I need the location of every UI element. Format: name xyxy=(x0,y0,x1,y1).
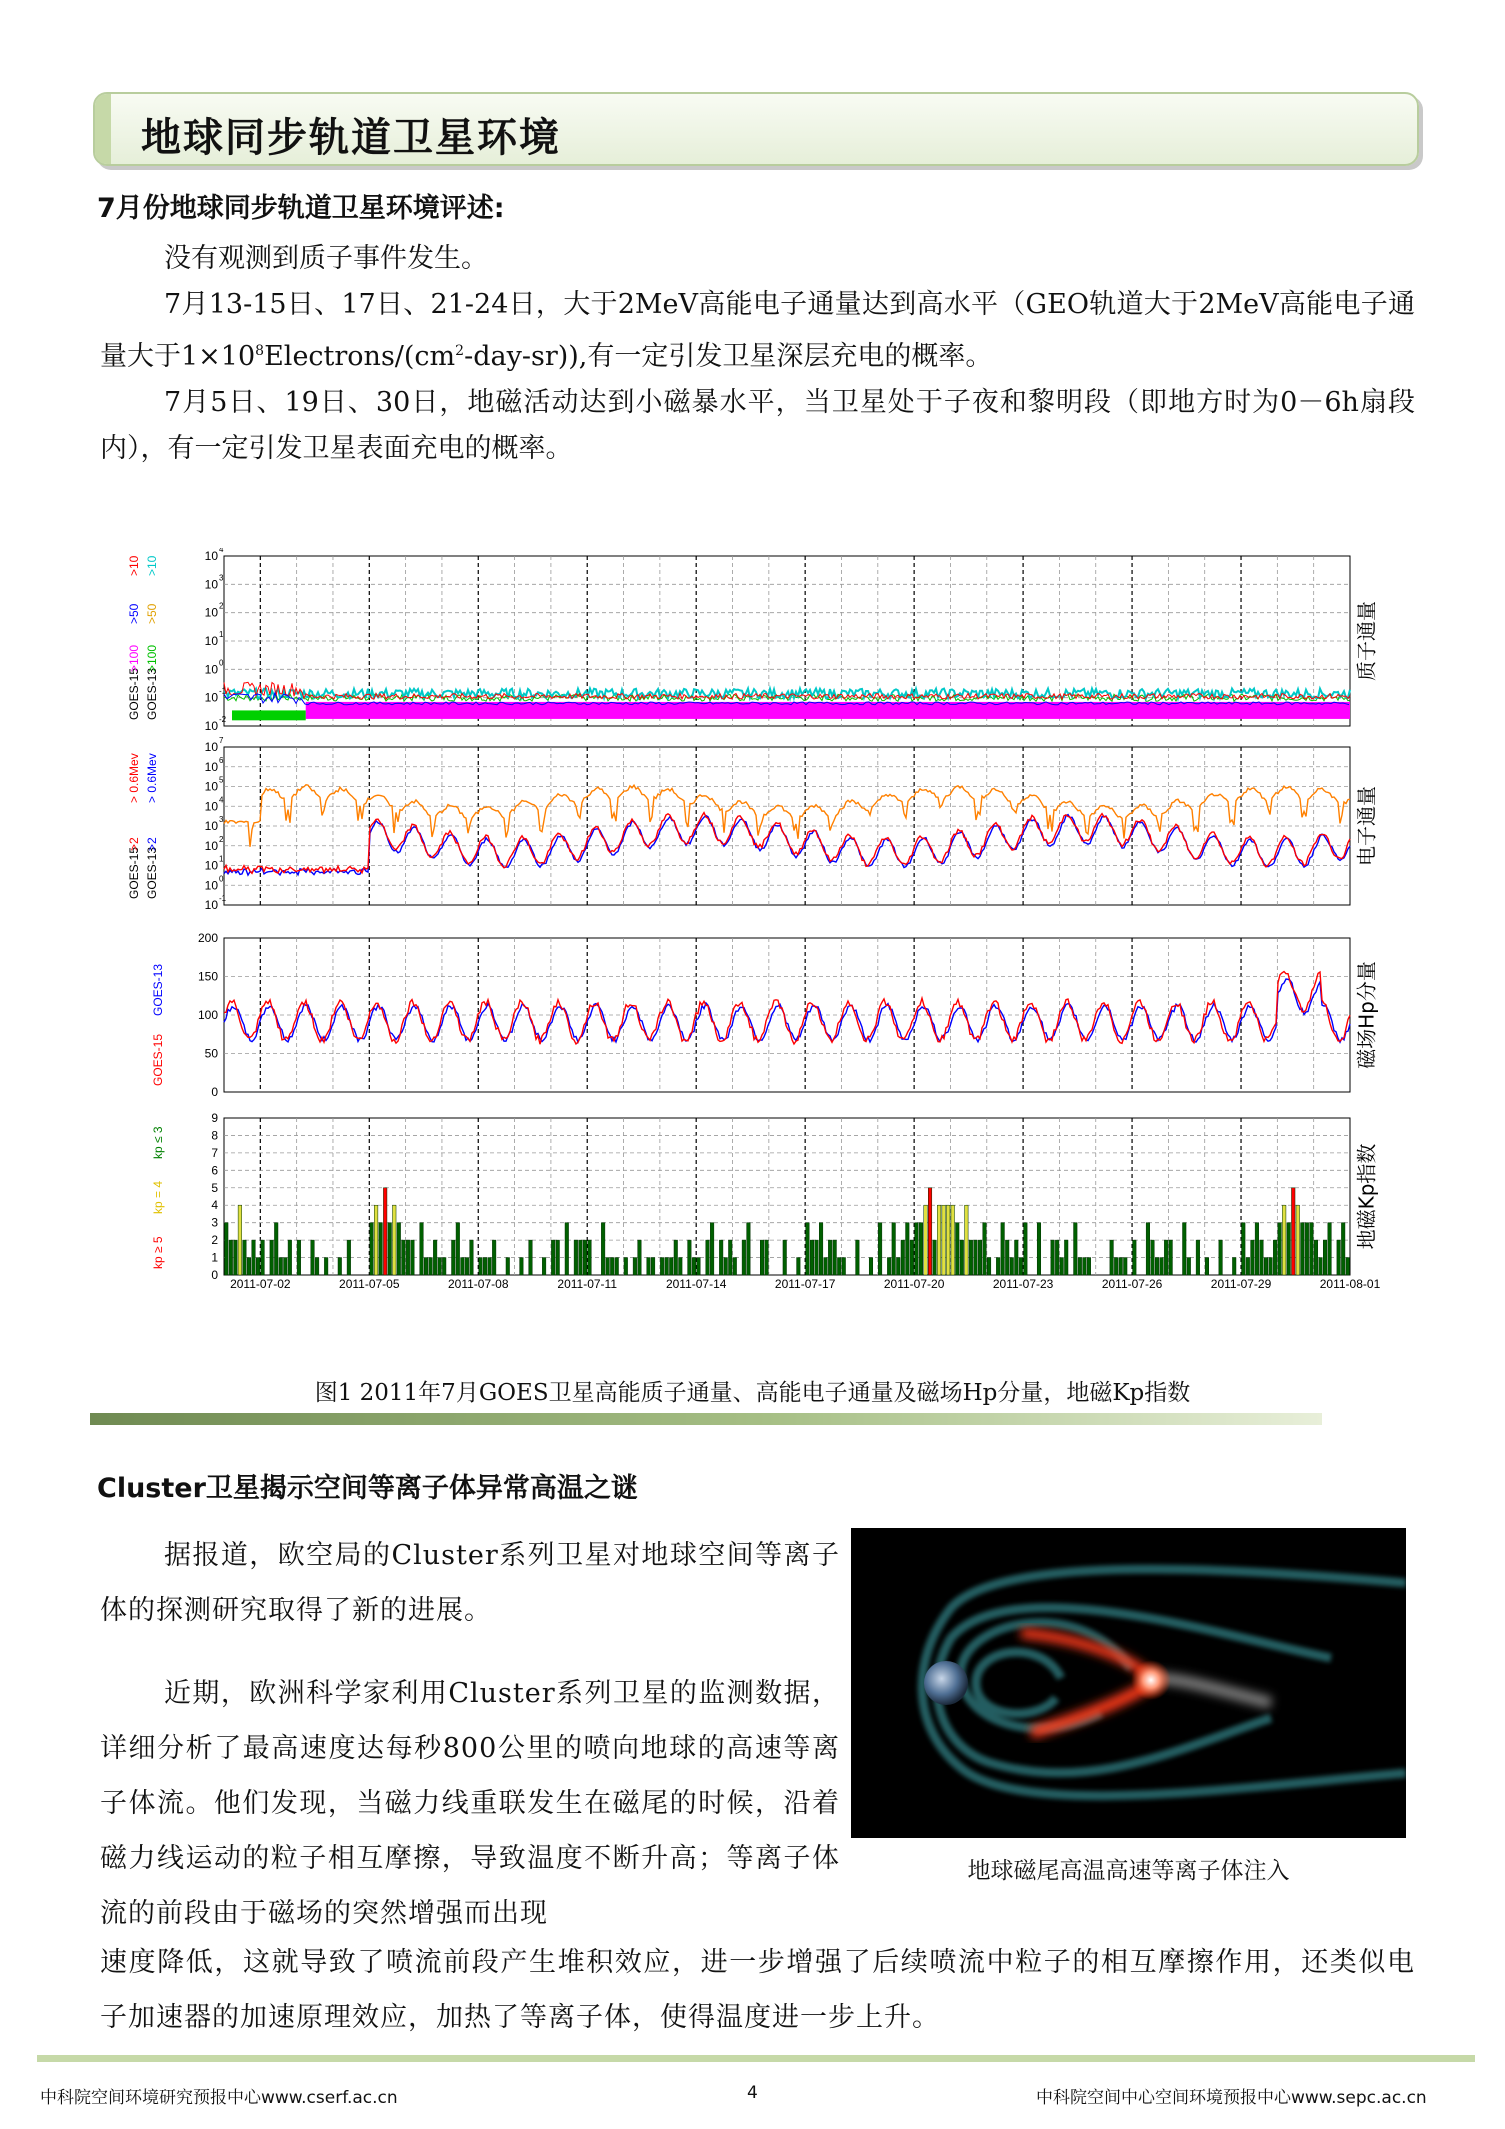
y-tick-label-electron: 10 xyxy=(204,898,218,912)
kp-bar xyxy=(1005,1240,1009,1275)
kp-bar xyxy=(1155,1258,1159,1275)
kp-bar xyxy=(1251,1240,1255,1275)
kp-bar xyxy=(234,1240,238,1275)
kp-bar xyxy=(574,1240,578,1275)
x-tick-label: 2011-07-17 xyxy=(774,1277,836,1291)
kp-bar xyxy=(1205,1258,1209,1275)
kp-bar xyxy=(1037,1223,1041,1275)
kp-bar xyxy=(1083,1258,1087,1275)
kp-bar xyxy=(483,1258,487,1275)
y-tick-label-hp: 150 xyxy=(197,969,218,984)
kp-bar xyxy=(1301,1223,1305,1275)
left-label-proton: GOES-13 xyxy=(145,667,159,720)
kp-bar xyxy=(1119,1258,1123,1275)
y-tick-exp-electron: 1 xyxy=(219,854,224,864)
kp-bar xyxy=(869,1258,873,1275)
kp-bar xyxy=(461,1258,465,1275)
kp-bar xyxy=(429,1258,433,1275)
y-tick-label-proton: 10 xyxy=(204,605,218,620)
y-tick-exp-electron: 2 xyxy=(219,834,224,844)
kp-bar xyxy=(842,1258,846,1275)
left-label-proton: >100 xyxy=(145,644,159,672)
kp-bar xyxy=(924,1205,928,1275)
panel-label-kp: 地磁Kp指数 xyxy=(1354,1143,1379,1250)
proton-gt100-band xyxy=(306,702,1350,719)
kp-bar xyxy=(379,1223,383,1275)
x-tick-label: 2011-07-02 xyxy=(230,1277,291,1291)
kp-bar xyxy=(406,1240,410,1275)
kp-bar xyxy=(256,1258,260,1275)
kp-bar xyxy=(1114,1258,1118,1275)
y-tick-label-electron: 10 xyxy=(204,779,218,794)
x-tick-label: 2011-07-26 xyxy=(1101,1277,1163,1291)
kp-bar xyxy=(996,1258,1000,1275)
kp-bar xyxy=(556,1240,560,1275)
kp-bar xyxy=(1055,1240,1059,1275)
kp-bar xyxy=(810,1240,814,1275)
y-tick-exp-proton: 4 xyxy=(219,548,224,554)
x-tick-label: 2011-07-11 xyxy=(557,1277,618,1291)
kp-bar xyxy=(742,1240,746,1275)
left-label-electron: > 0.6Mev xyxy=(128,753,141,803)
kp-bar xyxy=(452,1240,456,1275)
review-p2-c: -day-sr)),有一定引发卫星深层充电的概率。 xyxy=(464,341,993,372)
y-tick-label-hp: 100 xyxy=(197,1008,218,1022)
kp-bar xyxy=(815,1240,819,1275)
kp-bar xyxy=(965,1205,969,1275)
kp-bar xyxy=(901,1240,905,1275)
left-label-hp: GOES-13 xyxy=(151,963,165,1016)
banner-accent xyxy=(95,94,111,164)
kp-bar xyxy=(615,1258,619,1275)
news-heading: Cluster卫星揭示空间等离子体异常高温之谜 xyxy=(97,1473,638,1504)
kp-bar xyxy=(633,1258,637,1275)
kp-bar xyxy=(529,1240,533,1275)
kp-bar xyxy=(520,1258,524,1275)
y-tick-label-kp: 5 xyxy=(211,1180,218,1195)
kp-bar xyxy=(1291,1188,1295,1275)
kp-bar xyxy=(433,1240,437,1275)
kp-bar xyxy=(1319,1258,1323,1275)
proton-gt100-goes13-band xyxy=(232,710,306,720)
left-label-electron: GOES-15 xyxy=(128,846,141,899)
kp-bar xyxy=(551,1240,555,1275)
kp-bar xyxy=(238,1205,242,1275)
x-tick-label: 2011-07-20 xyxy=(883,1277,945,1291)
kp-bar xyxy=(1078,1258,1082,1275)
kp-bar xyxy=(397,1223,401,1275)
kp-bar xyxy=(910,1240,914,1275)
y-tick-label-kp: 6 xyxy=(211,1163,218,1178)
kp-bar xyxy=(1187,1258,1191,1275)
kp-bar xyxy=(828,1240,832,1275)
y-tick-label-electron: 10 xyxy=(204,759,218,774)
y-tick-exp-electron: 7 xyxy=(219,736,224,745)
kp-bar xyxy=(420,1223,424,1275)
kp-bar xyxy=(588,1240,592,1275)
left-label-electron: >2 xyxy=(128,837,141,851)
kp-bar xyxy=(565,1223,569,1275)
left-label-kp: kp = 4 xyxy=(151,1180,165,1214)
kp-bar xyxy=(1010,1258,1014,1275)
figure-caption: 图1 2011年7月GOES卫星高能质子通量、高能电子通量及磁场Hp分量，地磁Kp指数 xyxy=(314,1380,1191,1406)
kp-bar xyxy=(374,1205,378,1275)
y-tick-label-proton: 10 xyxy=(204,719,218,733)
kp-bar xyxy=(388,1223,392,1275)
review-paragraph-2 xyxy=(100,282,1415,380)
kp-bar xyxy=(324,1258,328,1275)
y-tick-label-kp: 3 xyxy=(211,1215,218,1230)
kp-bar xyxy=(706,1240,710,1275)
kp-bar xyxy=(270,1240,274,1275)
kp-bar xyxy=(1110,1240,1114,1275)
y-tick-label-electron: 10 xyxy=(204,878,218,893)
kp-bar xyxy=(225,1223,229,1275)
kp-bar xyxy=(1341,1223,1345,1275)
kp-bar xyxy=(479,1258,483,1275)
footer-right-site[interactable]: 中科院空间中心空间环境预报中心www.sepc.ac.cn xyxy=(1036,2088,1427,2108)
kp-bar xyxy=(279,1258,283,1275)
section-banner xyxy=(93,92,1419,166)
y-tick-label-hp: 200 xyxy=(197,931,218,945)
kp-bar xyxy=(424,1258,428,1275)
news-paragraph-1: 据报道，欧空局的Cluster系列卫星对地球空间等离子体的探测研究取得了新的进展。 xyxy=(100,1540,840,1626)
kp-bar xyxy=(579,1240,583,1275)
kp-bar xyxy=(837,1258,841,1275)
y-tick-label-electron: 10 xyxy=(204,819,218,833)
y-tick-exp-electron: 5 xyxy=(219,775,224,785)
kp-bar xyxy=(1169,1240,1173,1275)
kp-bar xyxy=(878,1223,882,1275)
goes-figure-svg xyxy=(128,548,1380,1323)
kp-bar xyxy=(606,1258,610,1275)
kp-bar xyxy=(674,1240,678,1275)
kp-bar xyxy=(442,1258,446,1275)
left-label-proton: >50 xyxy=(128,603,141,624)
x-tick-label: 2011-08-01 xyxy=(1319,1277,1380,1291)
left-label-electron: >2 xyxy=(145,837,159,851)
kp-bar xyxy=(1310,1223,1314,1275)
kp-bar xyxy=(1074,1223,1078,1275)
review-p2-sup1: 8 xyxy=(255,343,265,359)
kp-bar xyxy=(906,1223,910,1275)
kp-bar xyxy=(710,1223,714,1275)
y-tick-label-hp: 50 xyxy=(204,1046,218,1061)
kp-bar xyxy=(692,1258,696,1275)
y-tick-label-electron: 10 xyxy=(204,838,218,853)
kp-bar xyxy=(1051,1240,1055,1275)
y-tick-exp-proton: 3 xyxy=(219,573,224,583)
kp-bar xyxy=(819,1223,823,1275)
kp-bar xyxy=(392,1205,396,1275)
kp-bar xyxy=(942,1205,946,1275)
kp-bar xyxy=(733,1258,737,1275)
kp-bar xyxy=(797,1258,801,1275)
kp-bar xyxy=(1246,1258,1250,1275)
kp-bar xyxy=(370,1223,374,1275)
kp-bar xyxy=(937,1205,941,1275)
kp-bar xyxy=(1219,1240,1223,1275)
y-tick-exp-electron: -1 xyxy=(219,894,227,903)
kp-bar xyxy=(719,1240,723,1275)
kp-bar xyxy=(1160,1258,1164,1275)
y-tick-label-kp: 2 xyxy=(211,1233,218,1248)
kp-bar xyxy=(465,1258,469,1275)
kp-bar xyxy=(288,1240,292,1275)
section-title: 地球同步轨道卫星环境 xyxy=(141,114,561,161)
kp-bar xyxy=(1305,1223,1309,1275)
y-tick-label-electron: 10 xyxy=(204,858,218,873)
kp-bar xyxy=(492,1240,496,1275)
y-tick-label-kp: 0 xyxy=(211,1268,218,1282)
review-p2-a: 7月13-15日、17日、21-24日，大于2MeV高能电子通量达到高水平（GEO轨道大于2MeV高能电子通量大于1×10 xyxy=(100,289,1415,372)
kp-bar xyxy=(647,1258,651,1275)
left-label-proton: GOES-15 xyxy=(128,667,141,720)
y-tick-exp-electron: 4 xyxy=(219,795,224,805)
y-tick-exp-electron: 6 xyxy=(219,755,224,765)
kp-bar xyxy=(951,1205,955,1275)
kp-bar xyxy=(960,1240,964,1275)
kp-bar xyxy=(1260,1240,1264,1275)
kp-bar xyxy=(887,1258,891,1275)
kp-bar xyxy=(1087,1258,1091,1275)
y-tick-label-kp: 4 xyxy=(211,1198,218,1213)
kp-bar xyxy=(542,1258,546,1275)
page-number: 4 xyxy=(747,2083,758,2103)
kp-bar xyxy=(688,1240,692,1275)
y-tick-label-proton: 10 xyxy=(204,577,218,592)
kp-bar xyxy=(488,1258,492,1275)
kp-bar xyxy=(1151,1240,1155,1275)
left-label-hp: GOES-15 xyxy=(151,1033,165,1086)
kp-bar xyxy=(284,1258,288,1275)
kp-bar xyxy=(1232,1258,1236,1275)
kp-bar xyxy=(978,1240,982,1275)
magnetotail-image xyxy=(851,1528,1406,1838)
kp-bar xyxy=(765,1240,769,1275)
kp-bar xyxy=(724,1258,728,1275)
y-tick-exp-proton: -2 xyxy=(219,715,227,724)
kp-bar xyxy=(583,1240,587,1275)
kp-bar xyxy=(1282,1205,1286,1275)
kp-bar xyxy=(1323,1240,1327,1275)
y-tick-label-kp: 9 xyxy=(211,1111,218,1125)
kp-bar xyxy=(1273,1240,1277,1275)
kp-bar xyxy=(1024,1223,1028,1275)
kp-bar xyxy=(760,1240,764,1275)
kp-bar xyxy=(274,1223,278,1275)
left-label-kp: kp ≤ 3 xyxy=(151,1126,165,1159)
kp-bar xyxy=(928,1188,932,1275)
kp-bar xyxy=(1242,1223,1246,1275)
kp-bar xyxy=(946,1205,950,1275)
kp-bar xyxy=(252,1240,256,1275)
y-tick-label-proton: 10 xyxy=(204,549,218,563)
kp-bar xyxy=(297,1240,301,1275)
kp-bar xyxy=(660,1258,664,1275)
kp-bar xyxy=(665,1258,669,1275)
kp-bar xyxy=(470,1240,474,1275)
kp-bar xyxy=(1328,1223,1332,1275)
x-tick-label: 2011-07-08 xyxy=(448,1277,509,1291)
kp-bar xyxy=(1164,1240,1168,1275)
panel-label-hp: 磁场Hp分量 xyxy=(1354,961,1379,1069)
left-label-proton: >100 xyxy=(128,644,141,672)
kp-bar xyxy=(1019,1258,1023,1275)
kp-bar xyxy=(969,1240,973,1275)
y-tick-label-proton: 10 xyxy=(204,634,218,648)
review-paragraph-3: 7月5日、19日、30日，地磁活动达到小磁暴水平，当卫星处于子夜和黎明段（即地方时为0－6h扇段内），有一定引发卫星表面充电的概率。 xyxy=(100,387,1415,464)
y-tick-exp-electron: 3 xyxy=(219,815,224,824)
kp-bar xyxy=(955,1223,959,1275)
kp-bar xyxy=(1296,1205,1300,1275)
kp-bar xyxy=(1287,1223,1291,1275)
kp-bar xyxy=(1278,1223,1282,1275)
image-caption: 地球磁尾高温高速等离子体注入 xyxy=(967,1858,1290,1884)
kp-bar xyxy=(987,1258,991,1275)
footer-left-site[interactable]: 中科院空间环境研究预报中心www.cserf.ac.cn xyxy=(40,2088,398,2108)
kp-bar xyxy=(824,1258,828,1275)
news-body xyxy=(100,1528,840,1941)
footer-divider xyxy=(37,2055,1475,2062)
y-tick-label-kp: 7 xyxy=(211,1145,218,1160)
y-tick-exp-proton: 2 xyxy=(219,601,224,611)
x-tick-label: 2011-07-14 xyxy=(665,1277,727,1291)
kp-bar xyxy=(892,1223,896,1275)
kp-bar xyxy=(229,1240,233,1275)
goes-figure xyxy=(128,548,1380,1323)
kp-bar xyxy=(1015,1240,1019,1275)
y-tick-exp-proton: 0 xyxy=(219,658,224,668)
kp-bar xyxy=(669,1258,673,1275)
kp-bar xyxy=(261,1240,265,1275)
kp-bar xyxy=(919,1223,923,1275)
kp-bar xyxy=(833,1240,837,1275)
y-tick-exp-proton: 1 xyxy=(219,630,224,639)
kp-bar xyxy=(728,1240,732,1275)
kp-bar xyxy=(697,1258,701,1275)
left-label-electron: > 0.6Mev xyxy=(145,753,159,803)
left-label-proton: >50 xyxy=(145,603,159,624)
kp-bar xyxy=(806,1223,810,1275)
kp-bar xyxy=(933,1240,937,1275)
left-label-electron: GOES-13 xyxy=(145,846,159,899)
kp-bar xyxy=(1346,1258,1350,1275)
kp-bar xyxy=(651,1258,655,1275)
kp-bar xyxy=(411,1240,415,1275)
kp-bar xyxy=(896,1258,900,1275)
kp-bar xyxy=(1060,1258,1064,1275)
kp-bar xyxy=(1123,1258,1127,1275)
kp-bar xyxy=(783,1240,787,1275)
y-tick-label-proton: 10 xyxy=(204,690,218,705)
kp-bar xyxy=(601,1223,605,1275)
kp-bar xyxy=(1146,1223,1150,1275)
kp-bar xyxy=(1269,1258,1273,1275)
kp-bar xyxy=(679,1258,683,1275)
kp-bar xyxy=(247,1258,251,1275)
left-label-proton: >10 xyxy=(128,555,141,576)
x-tick-label: 2011-07-23 xyxy=(992,1277,1054,1291)
kp-bar xyxy=(383,1188,387,1275)
kp-bar xyxy=(1001,1223,1005,1275)
kp-bar xyxy=(311,1240,315,1275)
kp-bar xyxy=(1133,1240,1137,1275)
kp-bar xyxy=(338,1258,342,1275)
kp-bar xyxy=(974,1240,978,1275)
review-p2-sup2: 2 xyxy=(455,343,465,359)
kp-bar xyxy=(243,1240,247,1275)
magnetotail-illustration xyxy=(851,1528,1406,1838)
section-divider xyxy=(90,1413,1322,1425)
y-tick-label-electron: 10 xyxy=(204,799,218,814)
kp-bar xyxy=(610,1258,614,1275)
panel-label-proton: 质子通量 xyxy=(1354,601,1379,681)
kp-bar xyxy=(915,1223,919,1275)
kp-bar xyxy=(315,1258,319,1275)
news-paragraph-2-continued: 速度降低，这就导致了喷流前段产生堆积效应，进一步增强了后续喷流中粒子的相互摩擦作用，还类似电子加速器的加速原理效应，加热了等离子体，使得温度进一步上升。 xyxy=(100,1947,1415,2033)
kp-bar xyxy=(438,1258,442,1275)
kp-bar xyxy=(1264,1258,1268,1275)
kp-bar xyxy=(856,1240,860,1275)
review-paragraph-1: 没有观测到质子事件发生。 xyxy=(164,243,488,274)
review-heading: 7月份地球同步轨道卫星环境评述: xyxy=(97,193,505,224)
y-tick-label-kp: 1 xyxy=(211,1250,218,1265)
y-tick-label-hp: 0 xyxy=(211,1085,218,1099)
left-label-kp: kp ≥ 5 xyxy=(151,1236,165,1269)
y-tick-label-proton: 10 xyxy=(204,662,218,677)
kp-bar xyxy=(1196,1240,1200,1275)
y-tick-label-kp: 8 xyxy=(211,1128,218,1143)
kp-bar xyxy=(747,1223,751,1275)
kp-bar xyxy=(1183,1223,1187,1275)
kp-bar xyxy=(1337,1240,1341,1275)
panel-label-electron: 电子通量 xyxy=(1354,786,1379,866)
kp-bar xyxy=(402,1240,406,1275)
kp-bar xyxy=(983,1223,987,1275)
kp-bar xyxy=(624,1258,628,1275)
review-p2-b: Electrons/(cm xyxy=(264,341,456,372)
news-paragraph-2: 近期，欧洲科学家利用Cluster系列卫星的监测数据，详细分析了最高速度达每秒800公里的喷向地球的高速等离子体流。他们发现，当磁力线重联发生在磁尾的时候，沿着磁力线运动的粒子相互摩擦，导致温度不断升高；等离子体流的前段由于磁场的突然增强而出现 xyxy=(100,1678,840,1929)
kp-bar xyxy=(506,1258,510,1275)
kp-bar xyxy=(1064,1240,1068,1275)
review-body xyxy=(100,236,1415,472)
y-tick-label-electron: 10 xyxy=(204,740,218,754)
kp-bar xyxy=(456,1223,460,1275)
y-tick-exp-proton: -1 xyxy=(219,686,227,696)
x-tick-label: 2011-07-29 xyxy=(1210,1277,1272,1291)
kp-bar xyxy=(638,1240,642,1275)
kp-bar xyxy=(1255,1223,1259,1275)
y-tick-exp-electron: 0 xyxy=(219,874,224,884)
kp-bar xyxy=(347,1240,351,1275)
left-label-proton: >10 xyxy=(145,555,159,576)
kp-bar xyxy=(1314,1240,1318,1275)
x-tick-label: 2011-07-05 xyxy=(339,1277,400,1291)
